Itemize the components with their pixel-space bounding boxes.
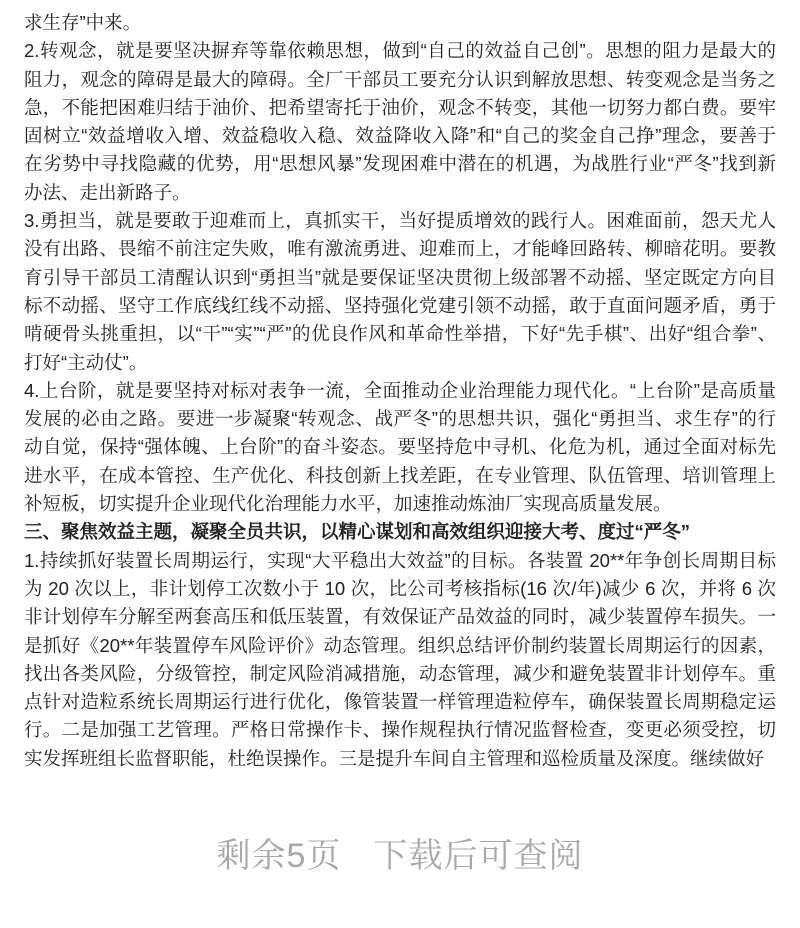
paragraph [24,37,776,207]
text-line: 是抓好《20**年装置停车风险评价》动态管理。组织总结评价制约装置长周期运行的因素， [24,634,776,656]
text-line: 行。二是加强工艺管理。严格日常操作卡、操作规程执行情况监督检查，变更必须受控，切 [24,719,776,741]
text-line: 动自觉，保持“强体魄、上台阶”的奋斗姿态。要坚持危中寻机、化危为机，通过全面对标先 [24,436,776,458]
text-line: 三、聚焦效益主题，凝聚全员共识，以精心谋划和高效组织迎接大考、度过“严冬” [24,521,691,543]
text-line: 急，不能把困难归结于油价、把希望寄托于油价，观念不转变，其他一切努力都白费。要牢 [24,96,776,118]
text-line: 打好“主动仗”。 [24,351,148,373]
text-line: 标不动摇、坚守工作底线红线不动摇、坚持强化党建引领不动摇，敢于直面问题矛盾，勇于 [24,294,776,316]
text-line: 补短板，切实提升企业现代化治理能力水平，加速推动炼油厂实现高质量发展。 [24,493,672,515]
text-line: 1.持续抓好装置长周期运行，实现“大平稳出大效益”的目标。各装置 20**年争创长周期目标 [24,549,776,571]
text-line: 4.上台阶，就是要坚持对标对表争一流，全面推动企业治理能力现代化。“上台阶”是高质量 [24,379,776,401]
text-line: 没有出路、畏缩不前注定失败，唯有激流勇进、迎难而上，才能峰回路转、柳暗花明。要教 [24,238,776,260]
download-to-view-text[interactable]: 下载后可查阅 [373,837,584,875]
paragraph [24,207,776,377]
remaining-pages-banner[interactable] [0,828,800,877]
document-body [24,9,776,773]
text-line: 求生存”中来。 [24,12,142,33]
text-line: 育引导干部员工清醒认识到“勇担当”就是要保证坚决贯彻上级部署不动摇、坚定既定方向目 [24,266,776,288]
text-line: 固树立“效益增收入增、效益稳收入稳、效益降收入降”和“自己的奖金自己挣”理念，要善于 [24,125,776,147]
text-line: 非计划停车分解至两套高压和低压装置，有效保证产品效益的同时，减少装置停车损失。一 [24,606,776,628]
paragraph [24,547,776,773]
text-line: 办法、走出新路子。 [24,181,191,203]
text-line: 为 20 次以上，非计划停工次数小于 10 次，比公司考核指标(16 次/年)减少 6 次，并将 6 次 [24,577,776,599]
paragraph [24,377,776,518]
text-line: 啃硬骨头挑重担，以“干”“实”“严”的优良作风和革命性举措，下好“先手棋”、出好“组合拳”、 [24,323,776,345]
text-line: 点针对造粒系统长周期运行进行优化，像管装置一样管理造粒停车，确保装置长周期稳定运 [24,691,776,713]
text-line: 找出各类风险，分级管控，制定风险消减措施，动态管理，减少和避免装置非计划停车。重 [24,662,776,684]
text-line: 发展的必由之路。要进一步凝聚“转观念、战严冬”的思想共识，强化“勇担当、求生存”的行 [24,408,776,430]
text-line: 实发挥班组长监督职能，杜绝误操作。三是提升车间自主管理和巡检质量及深度。继续做好 [24,747,765,769]
text-line: 进水平，在成本管控、生产优化、科技创新上找差距，在专业管理、队伍管理、培训管理上 [24,464,776,486]
text-line: 阻力，观念的障碍是最大的障碍。全厂干部员工要充分认识到解放思想、转变观念是当务之 [24,68,776,90]
text-line: 3.勇担当，就是要敢于迎难而上，真抓实干，当好提质增效的践行人。困难面前，怨天尤人 [24,210,776,232]
text-line: 2.转观念，就是要坚决摒弃等靠依赖思想，做到“自己的效益自己创”。思想的阻力是最大的 [24,40,776,62]
paragraph [24,9,776,37]
text-line: 在劣势中寻找隐藏的优势，用“思想风暴”发现困难中潜在的机遇，为战胜行业“严冬”找到新 [24,153,776,175]
section-heading [24,518,776,546]
remaining-pages-text: 剩余5页 [216,837,342,875]
